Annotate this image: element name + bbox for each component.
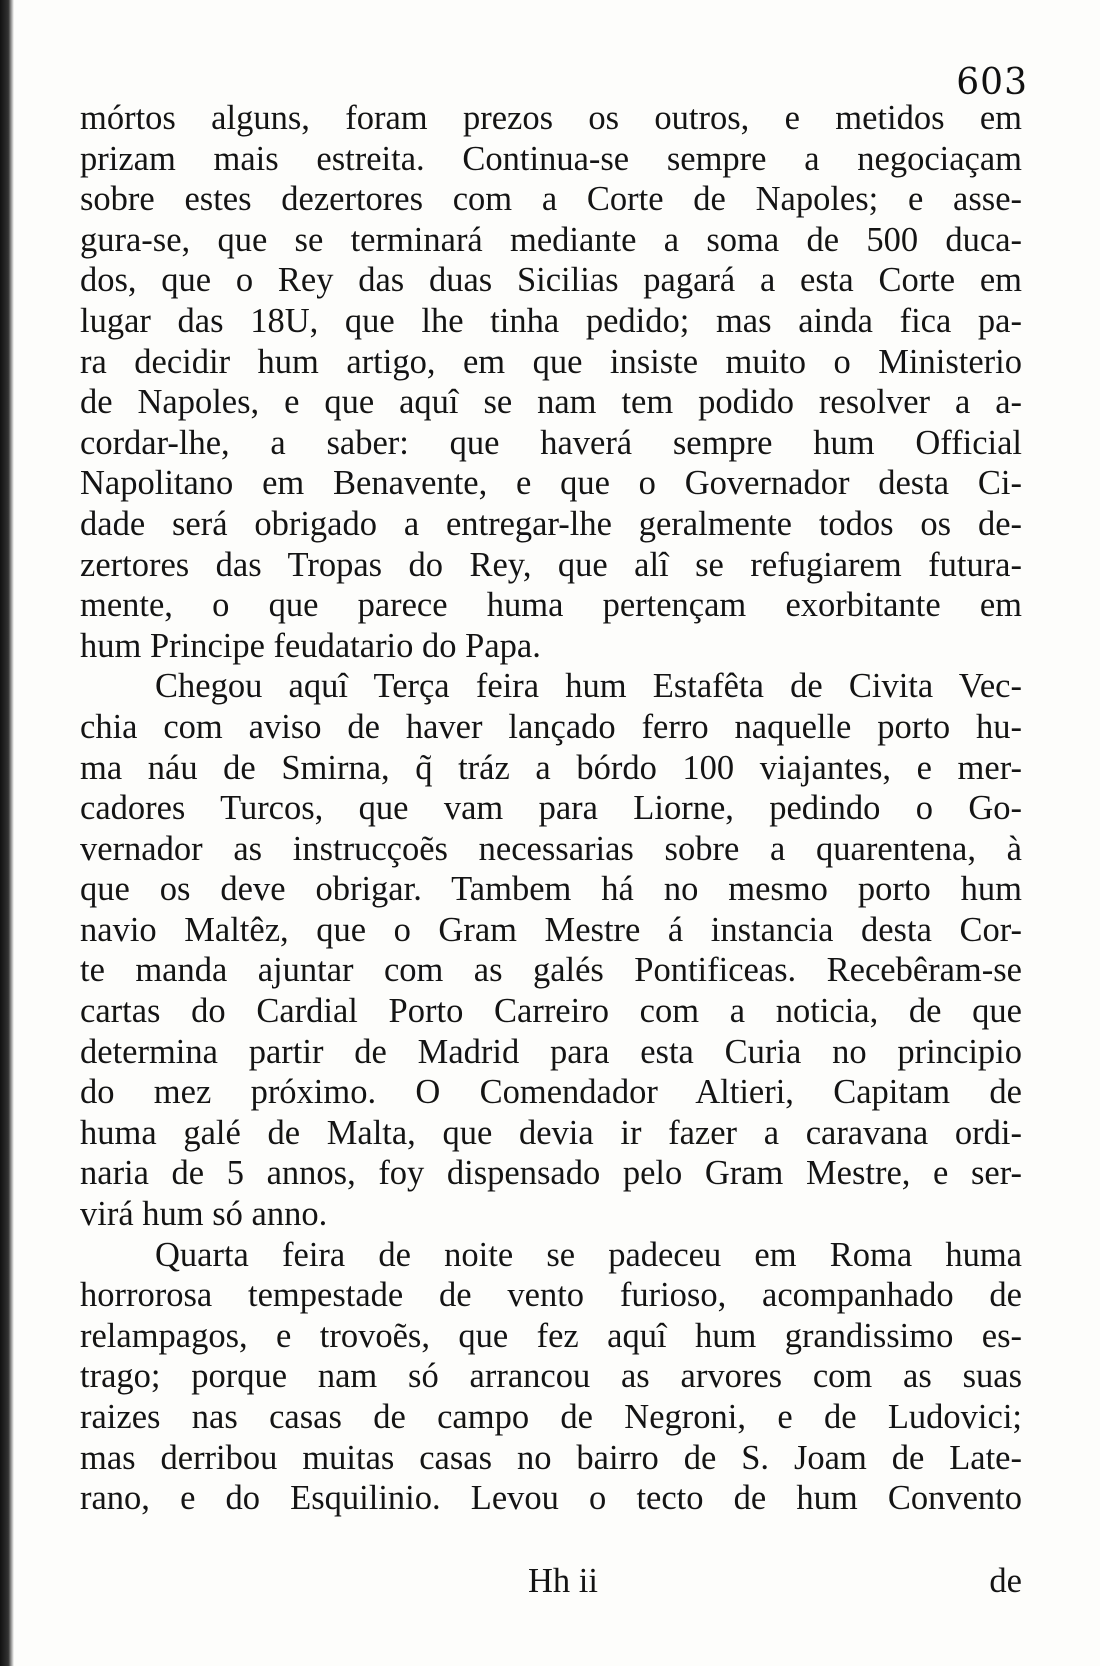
text-line: cartas do Cardial Porto Carreiro com a noticia, de que <box>80 992 1022 1031</box>
text-line: mórtos alguns, foram prezos os outros, e metidos em <box>80 99 1022 137</box>
text-line: cadores Turcos, que vam para Liorne, pedindo o Go- <box>80 789 1022 828</box>
text-line: mente, o que parece huma pertençam exorbitante em <box>80 586 1022 625</box>
text-line: dade será obrigado a entregar-lhe geralmente todos os de- <box>80 504 1022 543</box>
text-line: huma galé de Malta, que devia ir fazer a caravana ordi- <box>80 1113 1022 1152</box>
body-text <box>80 98 1022 1519</box>
text-line: hum Principe feudatario do Papa. <box>80 626 541 665</box>
text-line: mas derribou muitas casas no bairro de S. Joam de Late- <box>80 1438 1022 1477</box>
text-line: lugar das 18U, que lhe tinha pedido; mas ainda fica pa- <box>80 301 1022 340</box>
text-line: raizes nas casas de campo de Negroni, e de Ludovici; <box>80 1398 1022 1436</box>
text-line: Napolitano em Benavente, e que o Governador desta Ci- <box>80 464 1022 503</box>
text-line: cordar-lhe, a saber: que haverá sempre hum Official <box>80 423 1022 462</box>
signature-mark: Hh ii <box>528 1562 598 1600</box>
text-line: dos, que o Rey das duas Sicilias pagará a esta Corte em <box>80 261 1022 300</box>
text-line: naria de 5 annos, foy dispensado pelo Gram Mestre, e ser- <box>80 1154 1022 1193</box>
book-spine-edge <box>0 0 14 1666</box>
text-line: sobre estes dezertores com a Corte de Napoles; e asse- <box>80 180 1022 219</box>
text-line: ma náu de Smirna, q̃ tráz a bórdo 100 viajantes, e mer- <box>80 748 1022 787</box>
text-line: te manda ajuntar com as galés Pontificeas. Recebêram-se <box>80 951 1022 990</box>
text-line: prizam mais estreita. Continua-se sempre a negociaçam <box>80 139 1022 178</box>
text-line: do mez próximo. O Comendador Altieri, Capitam de <box>80 1073 1022 1112</box>
text-line: relampagos, e trovoẽs, que fez aquî hum grandissimo es- <box>80 1316 1022 1355</box>
text-line: trago; porque nam só arrancou as arvores com as suas <box>80 1357 1022 1396</box>
text-line: gura-se, que se terminará mediante a soma de 500 duca- <box>80 220 1022 259</box>
catchword: de <box>989 1562 1022 1600</box>
page-footer <box>80 1562 1022 1606</box>
text-line: horrorosa tempestade de vento furioso, acompanhado de <box>80 1276 1022 1315</box>
text-line: determina partir de Madrid para esta Curia no principio <box>80 1032 1022 1071</box>
text-line: Chegou aquî Terça feira hum Estafêta de Civita Vec- <box>155 667 1022 706</box>
text-line: rano, e do Esquilinio. Levou o tecto de hum Convento <box>80 1479 1022 1518</box>
text-line: vernador as instrucçoẽs necessarias sobre a quarentena, à <box>80 829 1022 868</box>
page-number: 603 <box>956 62 1028 103</box>
text-line: navio Maltêz, que o Gram Mestre á instancia desta Cor- <box>80 910 1022 949</box>
text-line: ra decidir hum artigo, em que insiste muito o Ministerio <box>80 342 1022 381</box>
text-line: zertores das Tropas do Rey, que alî se refugiarem futura- <box>80 545 1022 584</box>
text-line: chia com aviso de haver lançado ferro naquelle porto hu- <box>80 707 1022 746</box>
text-line: que os deve obrigar. Tambem há no mesmo porto hum <box>80 870 1022 909</box>
text-line: de Napoles, e que aquî se nam tem podido resolver a a- <box>80 383 1022 422</box>
text-line: Quarta feira de noite se padeceu em Roma huma <box>155 1235 1022 1274</box>
text-line: virá hum só anno. <box>80 1195 328 1234</box>
